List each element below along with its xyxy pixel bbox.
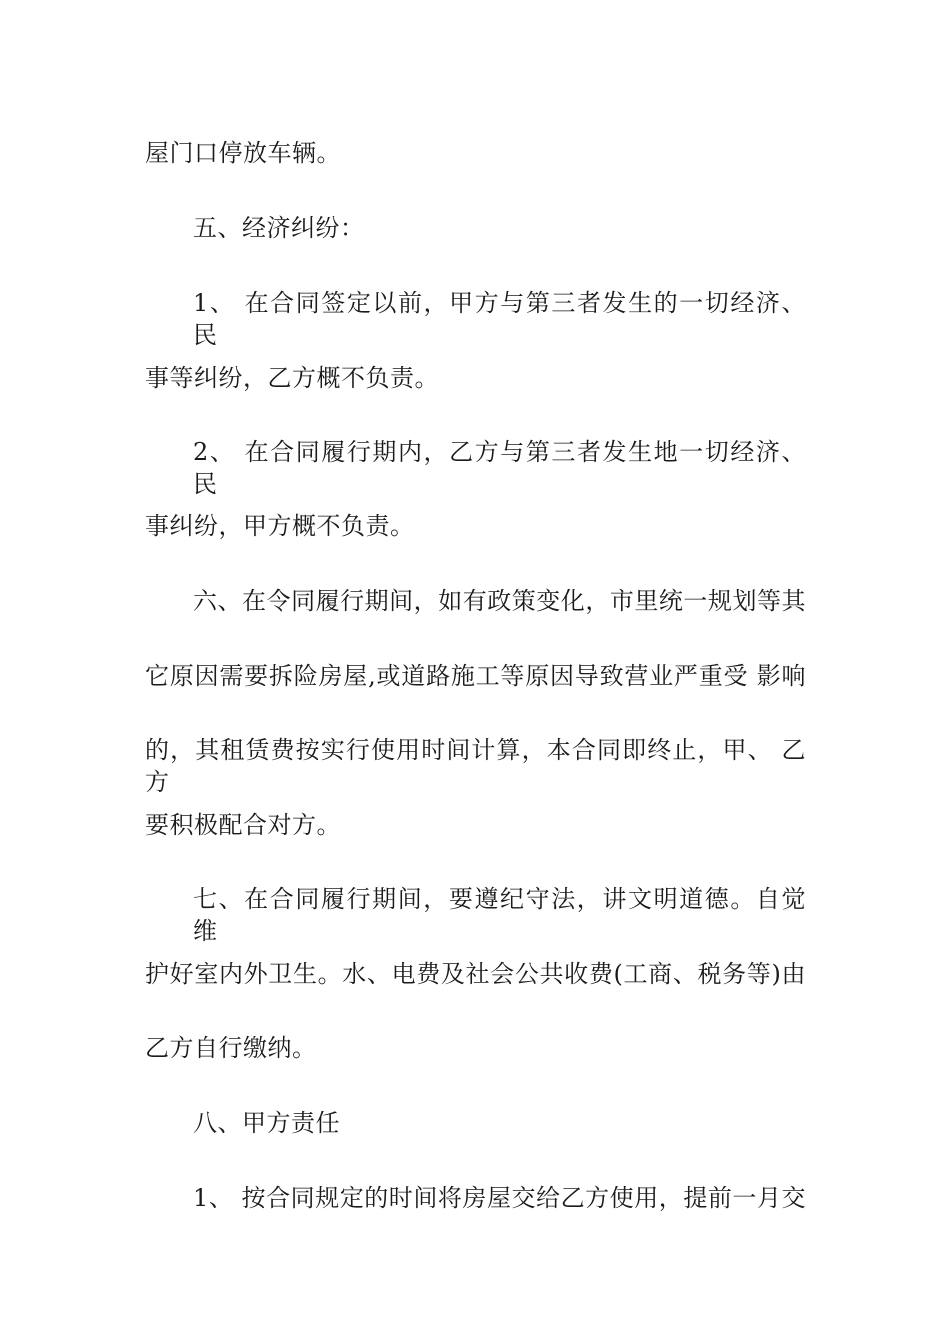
text-line: 的，其租赁费按实行使用时间计算，本合同即终止，甲、 乙方 [145,736,806,796]
text-line: 2、 在合同履行期内，乙方与第三者发生地一切经济、 民 [193,438,806,498]
text-line: 事等纠纷，乙方概不负责。 [145,364,439,392]
text-line: 1、 在合同签定以前，甲方与第三者发生的一切经济、 民 [193,289,806,349]
text-line: 乙方自行缴纳。 [145,1034,317,1062]
section-heading: 五、经济纠纷： [193,214,365,242]
text-line: 它原因需要拆险房屋,或道路施工等原因导致营业严重受 影响 [145,662,806,690]
section-heading: 八、甲方责任 [193,1109,340,1137]
text-line: 1、 按合同规定的时间将房屋交给乙方使用，提前一月交 [193,1184,806,1212]
section-heading: 六、在令同履行期间，如有政策变化，市里统一规划等其 [193,587,806,615]
text-line: 屋门口停放车辆。 [145,139,341,167]
text-line: 要积极配合对方。 [145,811,341,839]
text-line: 护好室内外卫生。水、电费及社会公共收费(工商、税务等)由 [145,960,806,988]
text-line: 事纠纷，甲方概不负责。 [145,512,415,540]
section-heading: 七、在合同履行期间，要遵纪守法，讲文明道德。自觉 维 [193,885,806,945]
